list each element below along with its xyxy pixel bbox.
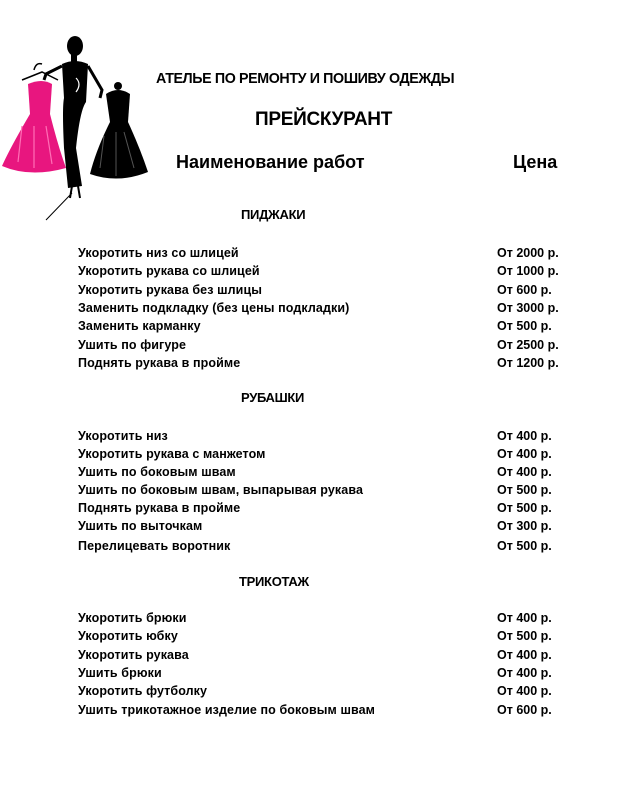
list-item (0, 301, 633, 319)
service-name: Ушить по фигуре (78, 338, 187, 352)
column-header-name: Наименование работ (176, 152, 365, 172)
service-name: Заменить карманку (78, 319, 201, 333)
service-price: От 300 р. (497, 519, 552, 533)
black-dress-icon (90, 82, 148, 179)
list-item (0, 319, 633, 337)
service-name: Укоротить рукава (78, 648, 189, 662)
service-price: От 500 р. (497, 483, 552, 497)
section-title-jackets: ПИДЖАКИ (241, 207, 306, 222)
list-item (0, 246, 633, 264)
service-price: От 1000 р. (497, 264, 559, 278)
service-name: Поднять рукава в пройме (78, 356, 241, 370)
service-price: От 400 р. (497, 648, 552, 662)
list-item (0, 338, 633, 356)
service-price: От 400 р. (497, 684, 552, 698)
pricelist-title: ПРЕЙСКУРАНТ (255, 109, 393, 130)
service-name: Ушить трикотажное изделие по боковым швам (78, 703, 375, 717)
service-price: От 400 р. (497, 611, 552, 625)
service-price: От 1200 р. (497, 356, 559, 370)
service-name: Укоротить рукава с манжетом (78, 447, 266, 461)
section-title-shirts: РУБАШКИ (241, 390, 305, 405)
list-item (0, 264, 633, 282)
service-name: Заменить подкладку (без цены подкладки) (78, 301, 350, 315)
list-item (0, 483, 633, 501)
service-price: От 600 р. (497, 283, 552, 297)
list-item (0, 429, 633, 447)
atelier-title: АТЕЛЬЕ ПО РЕМОНТУ И ПОШИВУ ОДЕЖДЫ (156, 70, 455, 87)
service-price: От 500 р. (497, 629, 552, 643)
list-item (0, 465, 633, 483)
service-price: От 2500 р. (497, 338, 559, 352)
list-item (0, 447, 633, 465)
list-item (0, 539, 633, 557)
section-title-knitwear: ТРИКОТАЖ (239, 574, 309, 589)
list-item (0, 611, 633, 629)
service-price: От 400 р. (497, 666, 552, 680)
service-price: От 500 р. (497, 319, 552, 333)
list-item (0, 519, 633, 537)
list-item (0, 666, 633, 684)
fashion-silhouettes-logo (0, 28, 160, 228)
service-price: От 400 р. (497, 465, 552, 479)
service-price: От 2000 р. (497, 246, 559, 260)
list-item (0, 703, 633, 721)
list-item (0, 283, 633, 301)
list-item (0, 629, 633, 647)
list-item (0, 501, 633, 519)
service-price: От 500 р. (497, 501, 552, 515)
list-item (0, 356, 633, 374)
service-name: Укоротить низ (78, 429, 168, 443)
service-price: От 3000 р. (497, 301, 559, 315)
list-item (0, 684, 633, 702)
service-name: Укоротить рукава со шлицей (78, 264, 260, 278)
service-name: Перелицевать воротник (78, 539, 231, 553)
service-price: От 600 р. (497, 703, 552, 717)
service-name: Укоротить юбку (78, 629, 178, 643)
service-price: От 400 р. (497, 447, 552, 461)
service-name: Ушить по выточкам (78, 519, 203, 533)
service-name: Ушить брюки (78, 666, 162, 680)
service-name: Укоротить футболку (78, 684, 208, 698)
service-name: Ушить по боковым швам (78, 465, 236, 479)
pink-dress-icon (2, 64, 66, 173)
service-price: От 500 р. (497, 539, 552, 553)
service-price: От 400 р. (497, 429, 552, 443)
service-name: Укоротить рукава без шлицы (78, 283, 263, 297)
service-name: Поднять рукава в пройме (78, 501, 241, 515)
service-name: Укоротить брюки (78, 611, 187, 625)
list-item (0, 648, 633, 666)
service-name: Ушить по боковым швам, выпарывая рукава (78, 483, 363, 497)
service-name: Укоротить низ со шлицей (78, 246, 239, 260)
column-header-price: Цена (513, 152, 558, 172)
